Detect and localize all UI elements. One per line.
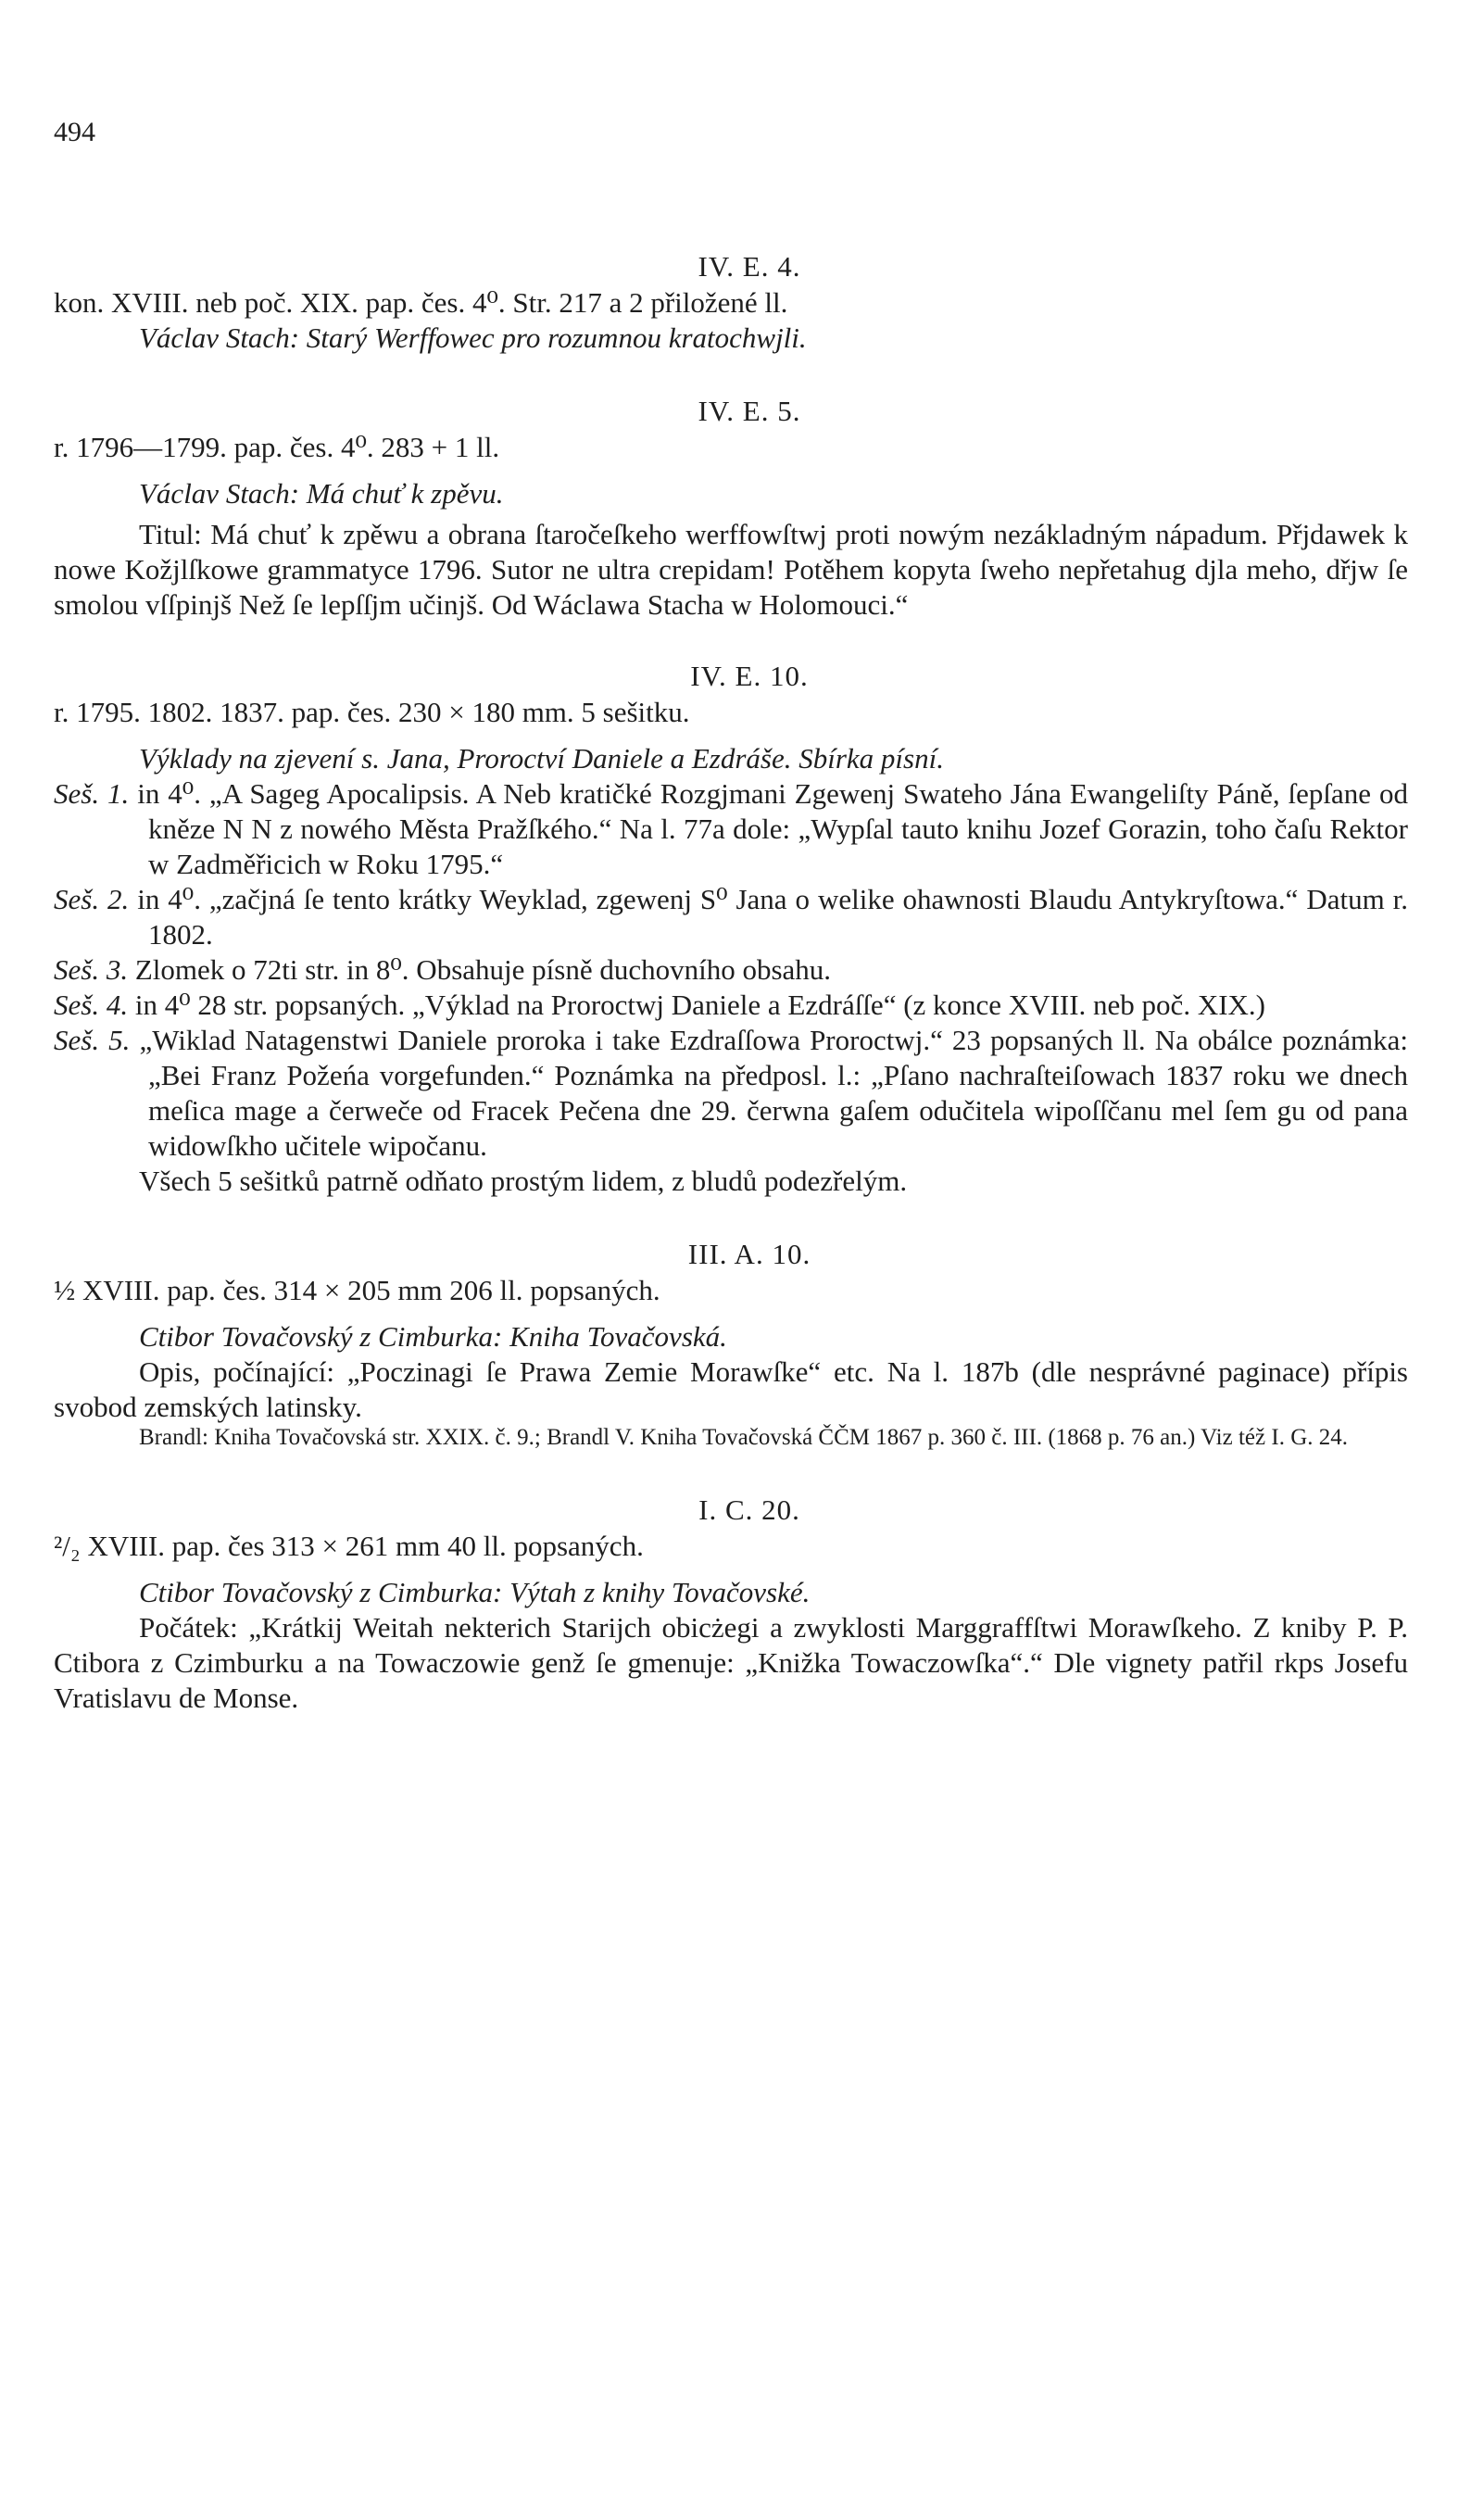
entry-title: Václav Stach: Starý Werffowec pro rozumnou kratochwjli. [139, 321, 807, 354]
item-label: Seš. 3. [54, 953, 129, 986]
entry-description: r. 1796—1799. pap. čes. 4⁰. 283 + 1 ll. [54, 431, 500, 463]
entry-body: Počátek: „Krátkij Weitah nekterich Starijch obicżegi a zwyklosti Marggraffſtwi Morawſkeho. Z kniby P. P. Ctibora z Czimburku a na Towaczowie genž ſe gmenuje: „Knižka Towaczowſka“.“ Dle vignety patřil rkps Josefu Vratislavu de Monse. [54, 1611, 1408, 1714]
entry-description: r. 1795. 1802. 1837. pap. čes. 230 × 180 mm. 5 sešitku. [54, 696, 690, 728]
entry-iv-e-4 [54, 248, 1408, 356]
item-label: Seš. 4. [54, 989, 129, 1021]
entry-heading: III. A. 10. [687, 1238, 811, 1270]
list-item [54, 988, 1408, 1023]
page-number: 494 [54, 117, 95, 147]
item-text: in 4⁰ 28 str. popsaných. „Výklad na Proroctwj Daniele a Ezdráſſe“ (z konce XVIII. neb poč. XIX.) [134, 989, 1265, 1021]
item-text: in 4⁰. „A Sageg Apocalipsis. A Neb kratičké Rozgjmani Zgewenj Swateho Jána Ewangeliſty Páně, ſepſane od kněze N N z nowého Města Pražſkého.“ Na l. 77a dole: „Wypſal tauto knihu Jozef Gorazin, toho čaſu Rektor w Zadměřicich w Roku 1795.“ [137, 777, 1408, 880]
entry-heading: IV. E. 4. [698, 250, 801, 283]
entry-body: Opis, počínající: „Poczinagi ſe Prawa Zemie Morawſke“ etc. Na l. 187b (dle nesprávné paginace) přípis svobod zemských latinsky. [54, 1355, 1408, 1423]
list-item [54, 776, 1408, 882]
list-item [54, 882, 1408, 952]
entry-iv-e-5 [54, 393, 1408, 623]
item-text: in 4⁰. „začjná ſe tento krátky Weyklad, zgewenj S⁰ Jana o welike ohawnosti Blaudu Antykryſtowa.“ Datum r. 1802. [137, 883, 1408, 951]
entry-heading: IV. E. 5. [698, 395, 801, 427]
item-label: Seš. 5. [54, 1024, 131, 1056]
entry-description: kon. XVIII. neb poč. XIX. pap. čes. 4⁰. Str. 217 a 2 přiložené ll. [54, 286, 788, 319]
entry-i-c-20 [54, 1492, 1408, 1716]
item-label: Seš. 2. [54, 883, 130, 915]
entry-closing: Všech 5 sešitků patrně odňato prostým lidem, z bludů podezřelým. [139, 1165, 908, 1197]
item-text: Zlomek o 72ti str. in 8⁰. Obsahuje písně duchovního obsahu. [134, 953, 832, 986]
entry-note: Brandl: Kniha Tovačovská str. XXIX. č. 9.; Brandl V. Kniha Tovačovská ČČM 1867 p. 360 č. III. (1868 p. 76 an.) Viz též I. G. 24. [139, 1425, 1348, 1450]
entry-heading: I. C. 20. [698, 1493, 800, 1526]
entry-description: ²/₂ XVIII. pap. čes 313 × 261 mm 40 ll. popsaných. [54, 1530, 644, 1562]
list-item [54, 952, 1408, 988]
item-text: „Wiklad Natagenstwi Daniele proroka i take Ezdraſſowa Proroctwj.“ 23 popsaných ll. Na obálce poznámka: „Bei Franz Požeńa vorgefunden.“ Poznámka na předposl. l.: „Pſano nachraſteiſowach 1837 roku we dnech meſica mage a čerweče od Fracek Pečena dne 29. čerwna gaſem odučitela wipoſſčanu mel ſem gu od pana widowſkho učitele wipočanu. [139, 1024, 1408, 1162]
entry-title: Ctibor Tovačovský z Cimburka: Výtah z knihy Tovačovské. [139, 1576, 811, 1608]
entry-title: Ctibor Tovačovský z Cimburka: Kniha Tovačovská. [139, 1320, 727, 1353]
entry-iii-a-10 [54, 1236, 1408, 1451]
entry-iv-e-10 [54, 658, 1408, 1199]
entry-body: Titul: Má chuť k zpěwu a obrana ſtaročeſkeho werffowſtwj proti nowým nezákladným nápadum. Přjdawek k nowe Kožjlſkowe grammatyce 1796. Sutor ne ultra crepidam! Potěhem kopyta ſweho nepřetahug djla meho, dřjw ſe smolou vſſpinjš Než ſe lepſſjm učinjš. Od Wáclawa Stacha w Holomouci.“ [54, 518, 1408, 621]
item-label: Seš. 1. [54, 777, 130, 810]
entry-title: Výklady na zjevení s. Jana, Proroctví Daniele a Ezdráše. Sbírka písní. [139, 742, 944, 775]
entry-description: ½ XVIII. pap. čes. 314 × 205 mm 206 ll. popsaných. [54, 1274, 660, 1306]
entry-heading: IV. E. 10. [690, 660, 809, 692]
entry-title: Václav Stach: Má chuť k zpěvu. [139, 477, 504, 510]
page-text [54, 248, 1408, 1716]
list-item [54, 1023, 1408, 1164]
